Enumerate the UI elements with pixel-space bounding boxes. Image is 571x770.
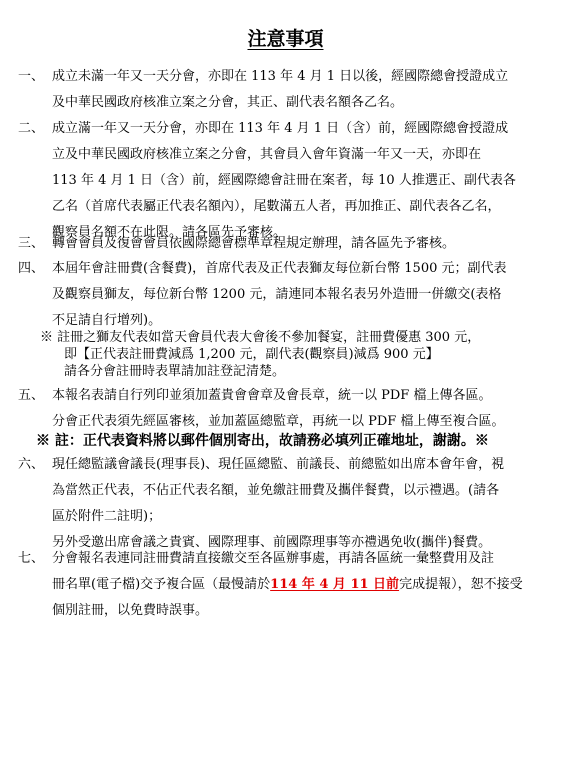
item-line-deadline <box>52 572 523 598</box>
page-title-text: 注意事項 <box>247 28 324 50</box>
deadline-before: 冊名單(電子檔)交予複合區（最慢請於 <box>52 577 271 592</box>
item-line: 個別註冊，以免費時誤事。 <box>52 603 209 618</box>
item-number: 四、 <box>18 261 45 276</box>
item-line: 本報名表請自行列印並須加蓋貴會會章及會長章，統一以 PDF 檔上傳各區。 <box>52 388 492 403</box>
item-line: 現任總監議會議長(理事長)、現任區總監、前議長、前總監如出席本會年會，視 <box>52 457 505 472</box>
item-line: 觀察員名額不在此限。請各區先予審核。 <box>52 225 287 240</box>
item-line: 立及中華民國政府核准立案之分會，其會員入會年資滿一年又一天，亦即在 <box>52 147 482 162</box>
mail-notice: ※ 註：正代表資料將以郵件個別寄出，故請務必填列正確地址，謝謝。※ <box>36 433 489 449</box>
item-number: 三、 <box>18 236 45 251</box>
item-line: 區於附件二註明)； <box>52 509 162 524</box>
item-line: 分會報名表連同註冊費請直接繳交至各區辦事處，再請各區統一彙整費用及註 <box>52 551 495 566</box>
item-line: 本屆年會註冊費(含餐費)，首席代表及正代表獅友每位新台幣 1500 元；副代表 <box>52 261 507 276</box>
item-line: 成立未滿一年又一天分會，亦即在 113 年 4 月 1 日以後，經國際總會授證成立 <box>52 69 509 84</box>
deadline-after: 完成提報），恕不接受 <box>399 577 523 592</box>
item-line: 及觀察員獅友，每位新台幣 1200 元，請連同本報名表另外造冊一併繳交(表格 <box>52 287 502 302</box>
page-title <box>0 24 571 51</box>
item-line: 另外受邀出席會議之貴賓、國際理事、前國際理事等亦禮遇免收(攜伴)餐費。 <box>52 535 492 550</box>
note-line: ※ 註冊之獅友代表如當天會員代表大會後不參加餐宴，註冊費優惠 300 元， <box>40 330 481 345</box>
item-line: 成立滿一年又一天分會，亦即在 113 年 4 月 1 日（含）前，經國際總會授證成 <box>52 121 509 136</box>
note-line: 請各分會註冊時表單請加註登記清楚。 <box>64 364 286 379</box>
item-number: 六、 <box>18 457 45 472</box>
item-line: 為當然正代表，不佔正代表名額，並免繳註冊費及攜伴餐費，以示禮遇。(請各 <box>52 483 500 498</box>
item-line: 轉會會員及復會會員依國際總會標準章程規定辦理，請各區先予審核。 <box>52 236 456 251</box>
note-line: 即【正代表註冊費減爲 1,200 元，副代表(觀察員)減爲 900 元】 <box>64 347 439 362</box>
item-number: 七、 <box>18 551 45 566</box>
item-number: 一、 <box>18 69 45 84</box>
item-line: 不足請自行增列)。 <box>52 313 162 328</box>
item-number: 二、 <box>18 121 45 136</box>
deadline-date: 114 年 4 月 11 日前 <box>270 577 400 592</box>
item-line: 及中華民國政府核准立案之分會，其正、副代表名額各乙名。 <box>52 95 404 110</box>
item-line: 113 年 4 月 1 日（含）前，經國際總會註冊在案者，每 10 人推選正、副代表各 <box>52 173 516 188</box>
item-number: 五、 <box>18 388 45 403</box>
item-line: 分會正代表須先經區審核，並加蓋區總監章，再統一以 PDF 檔上傳至複合區。 <box>52 414 505 429</box>
item-line: 乙名（首席代表屬正代表名額內），尾數滿五人者，再加推正、副代表各乙名， <box>52 199 501 214</box>
